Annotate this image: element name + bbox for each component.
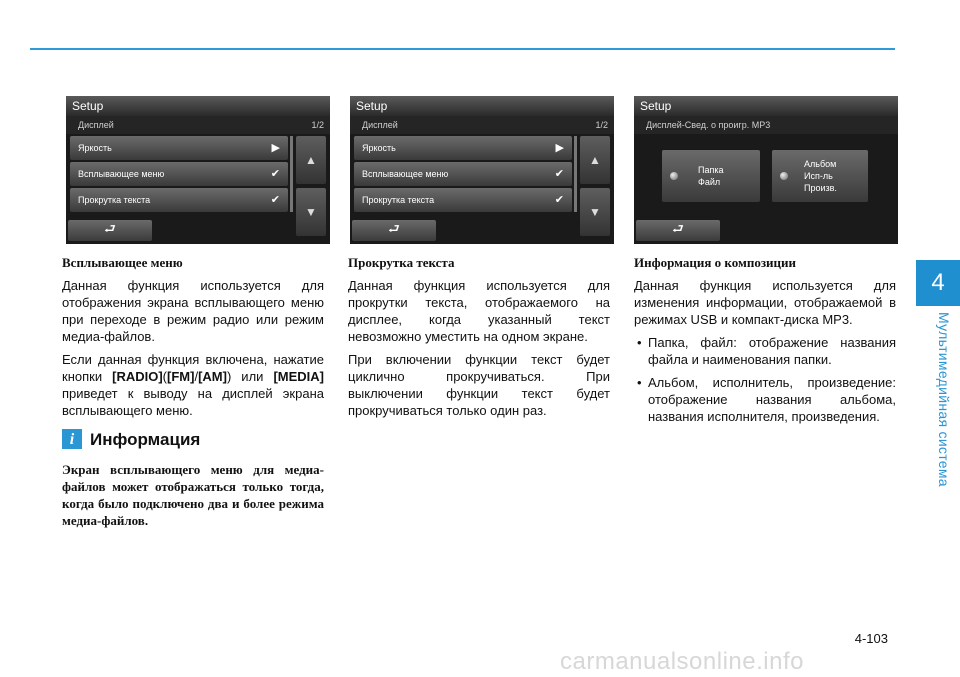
bullet-item: • Альбом, исполнитель, произведение: отображение названия альбома, названия исполнителя, произведения.	[634, 374, 896, 425]
radio-dot-icon	[780, 172, 788, 180]
paragraph: Данная функция используется для прокрутки текста, отображаемого на дисплее, когда указанный текст невозможно уместить на одном экране.	[348, 278, 610, 344]
section-heading: Всплывающее меню	[62, 255, 183, 270]
menu-item-label: Всплывающее меню	[362, 169, 449, 179]
scroll-down-button[interactable]	[580, 188, 610, 236]
chapter-tab: 4	[916, 260, 960, 306]
play-arrow-icon: ▶	[555, 142, 564, 154]
button-name-am: [AM]	[198, 369, 227, 384]
triangle-up-icon: ▲	[589, 153, 601, 167]
text-run: ) или	[226, 369, 274, 384]
paragraph: Данная функция используется для отображения экрана всплывающего меню при переходе в режим радио или режим медиа-файлов.	[62, 278, 324, 344]
return-arrow-icon: ⮐	[672, 220, 684, 236]
screen-title: Setup	[634, 96, 898, 116]
return-arrow-icon: ⮐	[104, 220, 116, 236]
column-track-info	[634, 254, 896, 431]
info-icon: i	[62, 429, 82, 449]
play-arrow-icon: ▶	[271, 142, 280, 154]
checkmark-icon: ✔	[554, 194, 564, 206]
screen-subtitle-bar	[350, 116, 614, 134]
screen-subtitle: Дисплей	[78, 120, 114, 130]
text-run: (	[162, 369, 167, 384]
option-line: Альбом	[804, 159, 837, 169]
menu-item-label: Яркость	[78, 143, 112, 153]
page-number: 4-103	[854, 631, 888, 646]
screen-subtitle-bar	[634, 116, 898, 134]
section-heading: Прокрутка текста	[348, 255, 455, 270]
chapter-title: Мультимедийная система	[936, 312, 952, 487]
triangle-down-icon: ▼	[589, 205, 601, 219]
text-run: приведет к выводу на дисплей экрана всплывающего меню.	[62, 386, 324, 418]
menu-item-brightness[interactable]	[70, 136, 288, 160]
paragraph: Данная функция используется для изменения информации, отображаемой в режимах USB и компакт-диска MP3.	[634, 278, 896, 327]
menu-item-text-scroll[interactable]	[354, 188, 572, 212]
button-name-media: [MEDIA]	[273, 369, 324, 384]
menu-item-brightness[interactable]	[354, 136, 572, 160]
checkmark-icon: ✔	[554, 168, 564, 180]
screen-title: Setup	[66, 96, 330, 116]
scrollbar-track[interactable]	[574, 136, 577, 212]
back-button[interactable]	[68, 220, 152, 241]
menu-item-popup-menu[interactable]	[70, 162, 288, 186]
text-run: /	[194, 369, 199, 384]
text-run: Если данная функция включена, нажатие кнопки	[62, 352, 324, 384]
scroll-up-button[interactable]	[580, 136, 610, 184]
triangle-down-icon: ▼	[305, 205, 317, 219]
screen-subtitle-bar	[66, 116, 330, 134]
screen-title: Setup	[350, 96, 614, 116]
radio-dot-icon	[670, 172, 678, 180]
column-popup-menu	[62, 254, 324, 535]
menu-item-label: Всплывающее меню	[78, 169, 165, 179]
scrollbar-track[interactable]	[290, 136, 293, 212]
setup-screen-mp3-info	[634, 96, 898, 244]
option-album-artist-song[interactable]	[772, 150, 868, 202]
info-header	[62, 429, 324, 449]
screen-subtitle: Дисплей	[362, 120, 398, 130]
paragraph: При включении функции текст будет циклично прокручиваться. При выключении функции текст будет прокручиваться только один раз.	[348, 352, 610, 418]
menu-item-label: Прокрутка текста	[362, 195, 435, 205]
checkmark-icon: ✔	[270, 168, 280, 180]
scroll-up-button[interactable]	[296, 136, 326, 184]
menu-item-popup-menu[interactable]	[354, 162, 572, 186]
menu-item-text-scroll[interactable]	[70, 188, 288, 212]
setup-screen-display-popup	[66, 96, 330, 244]
back-button[interactable]	[352, 220, 436, 241]
screen-subtitle: Дисплей-Свед. о проигр. MP3	[646, 120, 771, 130]
scroll-down-button[interactable]	[296, 188, 326, 236]
bullet-item: • Папка, файл: отображение названия файла и наименования папки.	[634, 334, 896, 368]
watermark: carmanualsonline.info	[560, 648, 804, 675]
menu-item-label: Яркость	[362, 143, 396, 153]
back-button[interactable]	[636, 220, 720, 241]
paragraph	[62, 351, 324, 419]
menu-item-label: Прокрутка текста	[78, 195, 151, 205]
option-folder-file[interactable]	[662, 150, 760, 202]
option-line: Папка	[698, 165, 724, 175]
screen-page-indicator: 1/2	[311, 120, 324, 130]
option-line: Произв.	[804, 183, 837, 193]
setup-screen-display-scroll	[350, 96, 614, 244]
checkmark-icon: ✔	[270, 194, 280, 206]
button-name-fm: [FM]	[167, 369, 195, 384]
screen-page-indicator: 1/2	[595, 120, 608, 130]
info-title: Информация	[90, 429, 201, 449]
triangle-up-icon: ▲	[305, 153, 317, 167]
column-text-scroll	[348, 254, 610, 425]
button-name-radio: [RADIO]	[112, 369, 163, 384]
option-line: Исп-ль	[804, 171, 833, 181]
section-heading: Информация о композиции	[634, 255, 797, 270]
return-arrow-icon: ⮐	[388, 220, 400, 236]
option-line: Файл	[698, 177, 721, 187]
info-note: Экран всплывающего меню для медиа-файлов может отображаться только тогда, когда было подключено два и более режима медиа-файлов.	[62, 462, 324, 528]
top-rule	[30, 48, 895, 50]
